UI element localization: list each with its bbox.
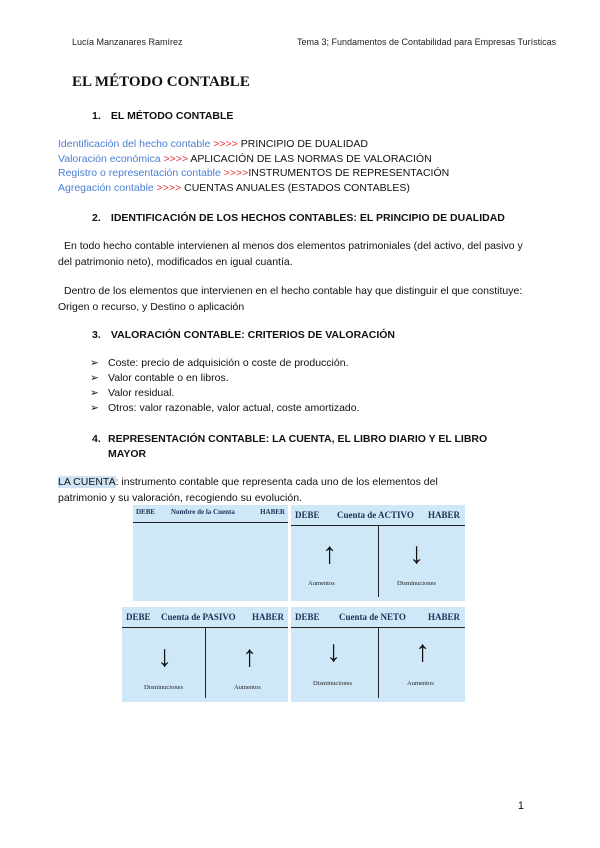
- haber-label: HABER: [251, 612, 284, 622]
- paragraph-la-cuenta: [58, 474, 488, 506]
- section-title: REPRESENTACIÓN CONTABLE: LA CUENTA, EL LIBRO DIARIO Y EL LIBRO: [108, 433, 488, 445]
- arrow-bullet-icon: ➢: [90, 372, 99, 384]
- section-number: 2.: [92, 212, 101, 224]
- debe-label: DEBE: [295, 612, 320, 622]
- debe-label: DEBE: [136, 508, 156, 516]
- t-account-header: [133, 508, 288, 526]
- method-line-3: Registro o representación contable >>>>INSTRUMENTOS DE REPRESENTACIÓN: [58, 167, 450, 179]
- page-title: EL MÉTODO CONTABLE: [72, 74, 250, 90]
- arrow-up-icon: ↑: [322, 537, 337, 570]
- method-line-2: Valoración económica >>>> APLICACIÓN DE LAS NORMAS DE VALORACIÓN: [58, 153, 432, 165]
- term-la-cuenta: LA CUENTA: [58, 476, 116, 488]
- account-name: Cuenta de NETO: [339, 612, 406, 622]
- paragraph-dualidad: En todo hecho contable intervienen al menos dos elementos patrimoniales (del activo, del pasivo y del patrimonio neto), modificados en igual cuantía.: [58, 240, 523, 268]
- section-number: 1.: [92, 110, 101, 122]
- method-line-4: Agregación contable >>>> CUENTAS ANUALES (ESTADOS CONTABLES): [58, 182, 410, 194]
- t-account-activo: [291, 505, 465, 601]
- t-account-neto: [291, 607, 465, 702]
- arrow-down-icon: ↓: [157, 640, 172, 673]
- list-item: ➢ Coste: precio de adquisición o coste de producción.: [90, 357, 349, 369]
- left-caption: Disminuciones: [144, 684, 183, 691]
- section-1-heading: [92, 110, 233, 122]
- definition-la-cuenta: : instrumento contable que representa cada uno de los elementos del patrimonio y su valoración, recogiendo su evolución.: [58, 476, 438, 504]
- section-2-heading: [92, 212, 505, 224]
- haber-label: HABER: [427, 510, 460, 520]
- section-title: IDENTIFICACIÓN DE LOS HECHOS CONTABLES: EL PRINCIPIO DE DUALIDAD: [110, 212, 505, 224]
- right-caption: Aumentos: [407, 680, 434, 687]
- page-number: 1: [517, 800, 524, 812]
- left-caption: Aumentos: [308, 580, 335, 587]
- section-title: EL MÉTODO CONTABLE: [110, 110, 234, 122]
- haber-label: HABER: [260, 508, 285, 516]
- paragraph-origen-destino: Dentro de los elementos que intervienen en el hecho contable hay que distinguir el que constituye: Origen o recurso, y Destino o aplicación: [58, 285, 523, 313]
- arrow-down-icon: ↓: [409, 537, 424, 570]
- t-account-pasivo: [122, 607, 288, 702]
- divider: [378, 627, 379, 698]
- section-number: 3.: [92, 329, 101, 341]
- section-title: VALORACIÓN CONTABLE: CRITERIOS DE VALORACIÓN: [110, 329, 396, 341]
- arrow-bullet-icon: ➢: [90, 357, 99, 369]
- account-name: Nombre de la Cuenta: [171, 508, 235, 516]
- divider: [205, 627, 206, 698]
- section-title-continuation: MAYOR: [108, 448, 147, 460]
- divider: [378, 525, 379, 597]
- header-author: Lucía Manzanares Ramírez: [72, 37, 183, 47]
- section-4-heading: [92, 432, 532, 462]
- arrow-bullet-icon: ➢: [90, 387, 99, 399]
- list-item: ➢ Valor contable o en libros.: [90, 372, 229, 384]
- divider: [133, 522, 288, 523]
- list-item: ➢ Otros: valor razonable, valor actual, coste amortizado.: [90, 402, 360, 414]
- left-caption: Disminuciones: [313, 680, 352, 687]
- right-caption: Disminuciones: [397, 580, 436, 587]
- arrow-bullet-icon: ➢: [90, 402, 99, 414]
- debe-label: DEBE: [295, 510, 320, 520]
- header-subject: Tema 3; Fundamentos de Contabilidad para Empresas Turísticas: [297, 37, 557, 47]
- arrow-down-icon: ↓: [326, 635, 341, 668]
- debe-label: DEBE: [126, 612, 151, 622]
- section-3-heading: [92, 329, 395, 341]
- right-caption: Aumentos: [234, 684, 261, 691]
- valuation-criteria-list: [90, 356, 360, 416]
- account-name: Cuenta de ACTIVO: [337, 510, 414, 520]
- account-name: Cuenta de PASIVO: [161, 612, 236, 622]
- haber-label: HABER: [427, 612, 460, 622]
- t-account-generic: [133, 505, 288, 601]
- list-item: ➢ Valor residual.: [90, 387, 175, 399]
- method-line-1: Identificación del hecho contable >>>> PRINCIPIO DE DUALIDAD: [58, 138, 368, 150]
- arrow-up-icon: ↑: [242, 640, 257, 673]
- section-number: 4.: [92, 433, 101, 445]
- arrow-up-icon: ↑: [415, 635, 430, 668]
